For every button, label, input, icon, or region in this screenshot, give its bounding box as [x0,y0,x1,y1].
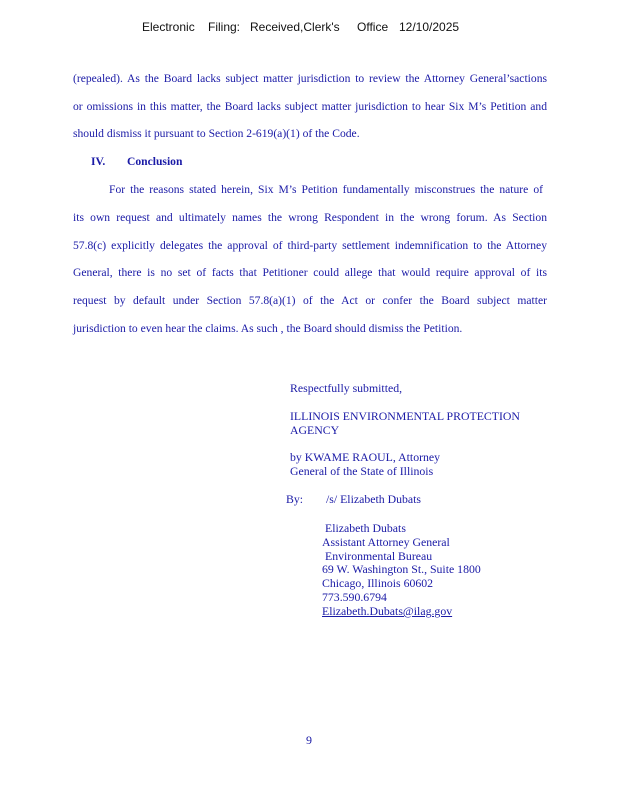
conclusion-line: General, there is no set of facts that Petitioner could allege that would require approval of its [73,266,547,279]
attorney-general-line1: by KWAME RAOUL, Attorney [290,450,441,464]
by-label: By: [286,492,304,506]
signer-bureau: Environmental Bureau [325,549,433,563]
section-number: IV. [91,155,106,168]
conclusion-line: request by default under Section 57.8(a)(1) of the Act or confer the Board subject matter [73,294,547,307]
header-office: Office [357,20,389,34]
closing: Respectfully submitted, [290,381,403,395]
electronic-signature: /s/ Elizabeth Dubats [326,492,422,506]
page-number: 9 [306,733,312,747]
header-date: 12/10/2025 [399,20,460,34]
header-received: Received,Clerk's [250,20,340,34]
body-line: should dismiss it pursuant to Section 2-619(a)(1) of the Code. [73,127,360,140]
section-title: Conclusion [127,155,183,168]
conclusion-line: its own request and ultimately names the wrong Respondent in the wrong forum. As Section [73,211,547,224]
conclusion-line: For the reasons stated herein, Six M’s Petition fundamentally misconstrues the nature of [109,183,543,196]
agency-name-line2: AGENCY [290,423,340,437]
phone-number: 773.590.6794 [322,590,387,604]
address-line2: Chicago, Illinois 60602 [322,576,434,590]
email-link[interactable]: Elizabeth.Dubats@ilag.gov [322,604,453,618]
header-filing: Filing: [208,20,241,34]
signer-title: Assistant Attorney General [322,535,450,549]
conclusion-line: jurisdiction to even hear the claims. As such , the Board should dismiss the Petition. [73,322,463,335]
body-line: or omissions in this matter, the Board lacks subject matter jurisdiction to hear Six M’s Petition and [73,100,547,113]
filing-stamp-header [0,20,618,38]
attorney-general-line2: General of the State of Illinois [290,464,434,478]
conclusion-line: 57.8(c) explicitly delegates the approval of third-party settlement indemnification to the Attorney [73,239,547,252]
body-line: (repealed). As the Board lacks subject matter jurisdiction to review the Attorney General’sactions [73,72,547,85]
header-electronic: Electronic [142,20,195,34]
address-line1: 69 W. Washington St., Suite 1800 [322,562,481,576]
agency-name-line1: ILLINOIS ENVIRONMENTAL PROTECTION [290,409,520,423]
signer-name: Elizabeth Dubats [325,521,406,535]
